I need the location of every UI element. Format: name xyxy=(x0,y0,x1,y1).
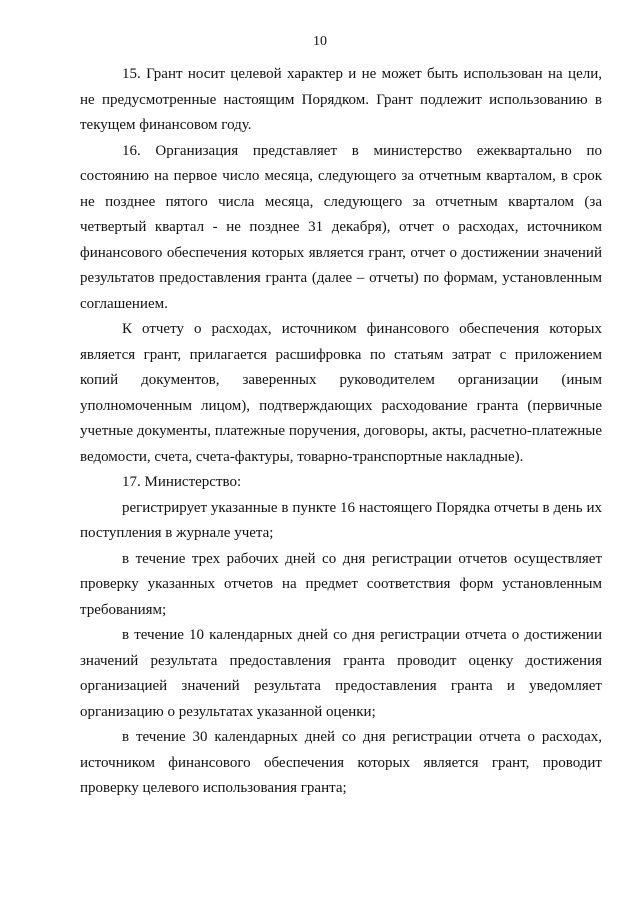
paragraph-17-assess-results: в течение 10 календарных дней со дня регистрации отчета о достижении значений результата предоставления гранта проводит оценку достижения организацией значений результата предоставления гранта и уведомляет организацию о результатах указанной оценки; xyxy=(80,627,602,720)
paragraph-16-attachment: К отчету о расходах, источником финансового обеспечения которых является грант, прилагается расшифровка по статьям затрат с приложением копий документов, заверенных руководителем организации (иным уполномоченным лицом), подтверждающих расходование гранта (первичные учетные документы, платежные поручения, договоры, акты, расчетно-платежные ведомости, счета, счета-фактуры, товарно-транспортные накладные). xyxy=(80,321,602,465)
paragraph-17-register: регистрирует указанные в пункте 16 настоящего Порядка отчеты в день их поступления в журнале учета; xyxy=(80,499,602,541)
paragraph-17-check-targeted-use: в течение 30 календарных дней со дня регистрации отчета о расходах, источником финансового обеспечения которых является грант, проводит проверку целевого использования гранта; xyxy=(80,729,602,796)
paragraph-16: 16. Организация представляет в министерство ежеквартально по состоянию на первое число месяца, следующего за отчетным кварталом, в срок не позднее пятого числа месяца, следующего за отчетным кварталом (за четвертый квартал - не позднее 31 декабря), отчет о расходах, источником финансового обеспечения которых является грант, отчет о достижении значений результатов предоставления гранта (далее – отчеты) по формам, установленным соглашением. xyxy=(80,142,602,312)
document-body xyxy=(80,62,602,802)
paragraph-17-heading: 17. Министерство: xyxy=(122,474,242,490)
page-number: 10 xyxy=(313,34,327,49)
paragraph-15: 15. Грант носит целевой характер и не может быть использован на цели, не предусмотренные настоящим Порядком. Грант подлежит использованию в текущем финансовом году. xyxy=(80,66,602,133)
paragraph-17-check-forms: в течение трех рабочих дней со дня регистрации отчетов осуществляет проверку указанных отчетов на предмет соответствия форм установленным требованиям; xyxy=(80,550,602,618)
